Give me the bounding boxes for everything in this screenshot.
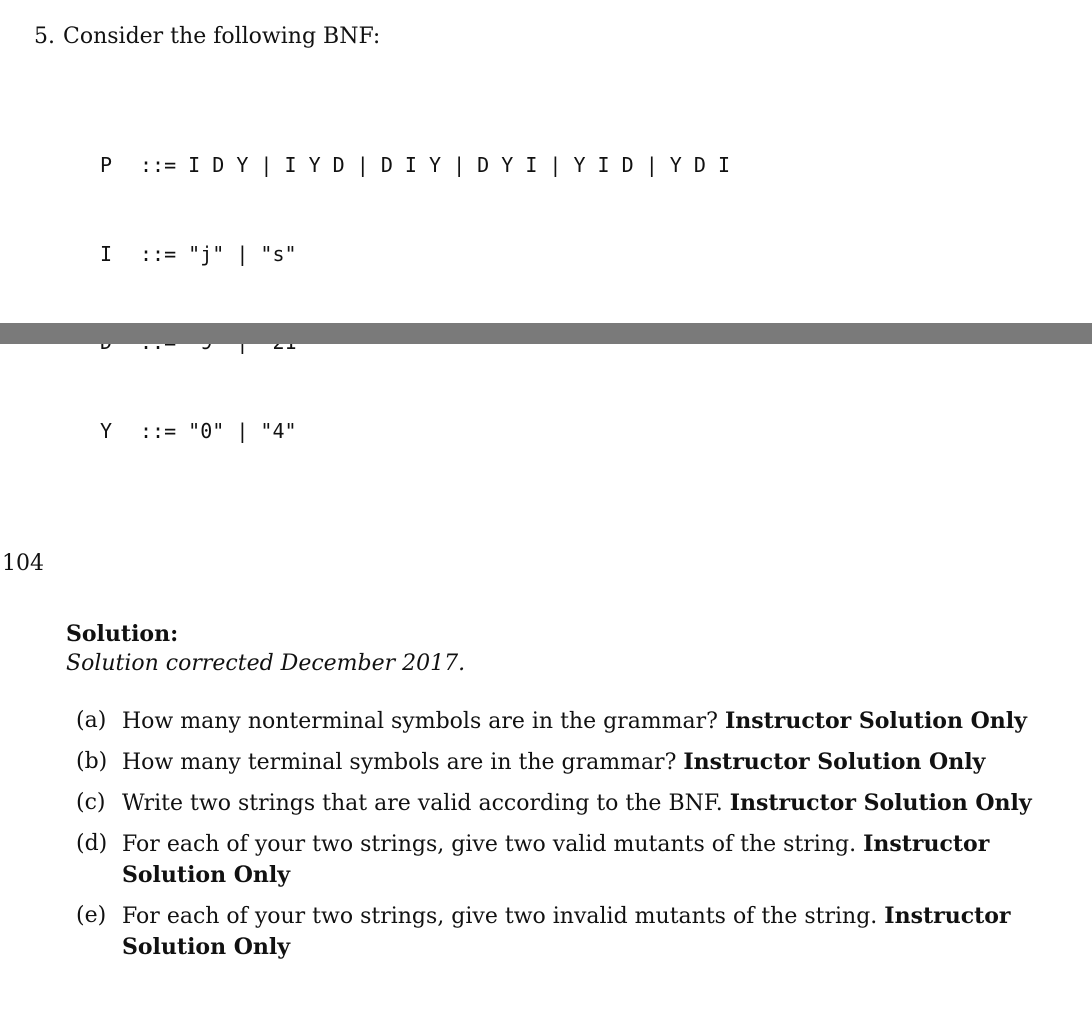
bnf-rule <box>100 240 730 270</box>
part-label: (a) <box>76 708 107 733</box>
part-answer: Instructor Solution Only <box>724 708 1027 734</box>
solution-part <box>76 901 1036 963</box>
part-label: (c) <box>76 790 106 815</box>
solution-part <box>76 788 1036 819</box>
solution-note: Solution corrected December 2017. <box>66 651 466 676</box>
part-question: For each of your two strings, give two invalid mutants of the string. <box>122 904 878 929</box>
solution-parts-list <box>76 706 1036 973</box>
part-answer: Instructor Solution Only <box>683 749 986 775</box>
part-question: For each of your two strings, give two valid mutants of the string. <box>122 832 857 857</box>
part-label: (b) <box>76 749 108 774</box>
bnf-nonterminal: P <box>100 153 113 177</box>
part-answer: Instructor Solution Only <box>122 903 1011 960</box>
bnf-rule <box>100 151 730 181</box>
page-number: 104 <box>2 551 44 576</box>
page-divider <box>0 323 1092 344</box>
bnf-grammar <box>100 92 730 476</box>
bnf-production: ::= "j" | "s" <box>140 241 297 266</box>
solution-part <box>76 747 1036 778</box>
problem-heading <box>34 22 380 52</box>
problem-number: 5. <box>34 24 55 49</box>
solution-part <box>76 829 1036 891</box>
part-label: (d) <box>76 831 108 856</box>
part-question: How many nonterminal symbols are in the grammar? <box>122 709 718 734</box>
bnf-nonterminal: I <box>100 241 113 266</box>
solution-label: Solution: <box>66 621 179 647</box>
part-question: How many terminal symbols are in the grammar? <box>122 750 677 775</box>
part-question: Write two strings that are valid according to the BNF. <box>122 791 723 816</box>
bnf-rule <box>100 417 730 447</box>
solution-part <box>76 706 1036 737</box>
problem-prompt: Consider the following BNF: <box>63 24 381 49</box>
part-answer: Instructor Solution Only <box>122 831 990 888</box>
bnf-production: ::= I D Y | I Y D | D I Y | D Y I | Y I D | Y D I <box>140 153 731 177</box>
bnf-nonterminal: Y <box>100 418 113 443</box>
part-answer: Instructor Solution Only <box>729 790 1032 816</box>
part-label: (e) <box>76 903 107 928</box>
bnf-production: ::= "0" | "4" <box>140 418 297 443</box>
